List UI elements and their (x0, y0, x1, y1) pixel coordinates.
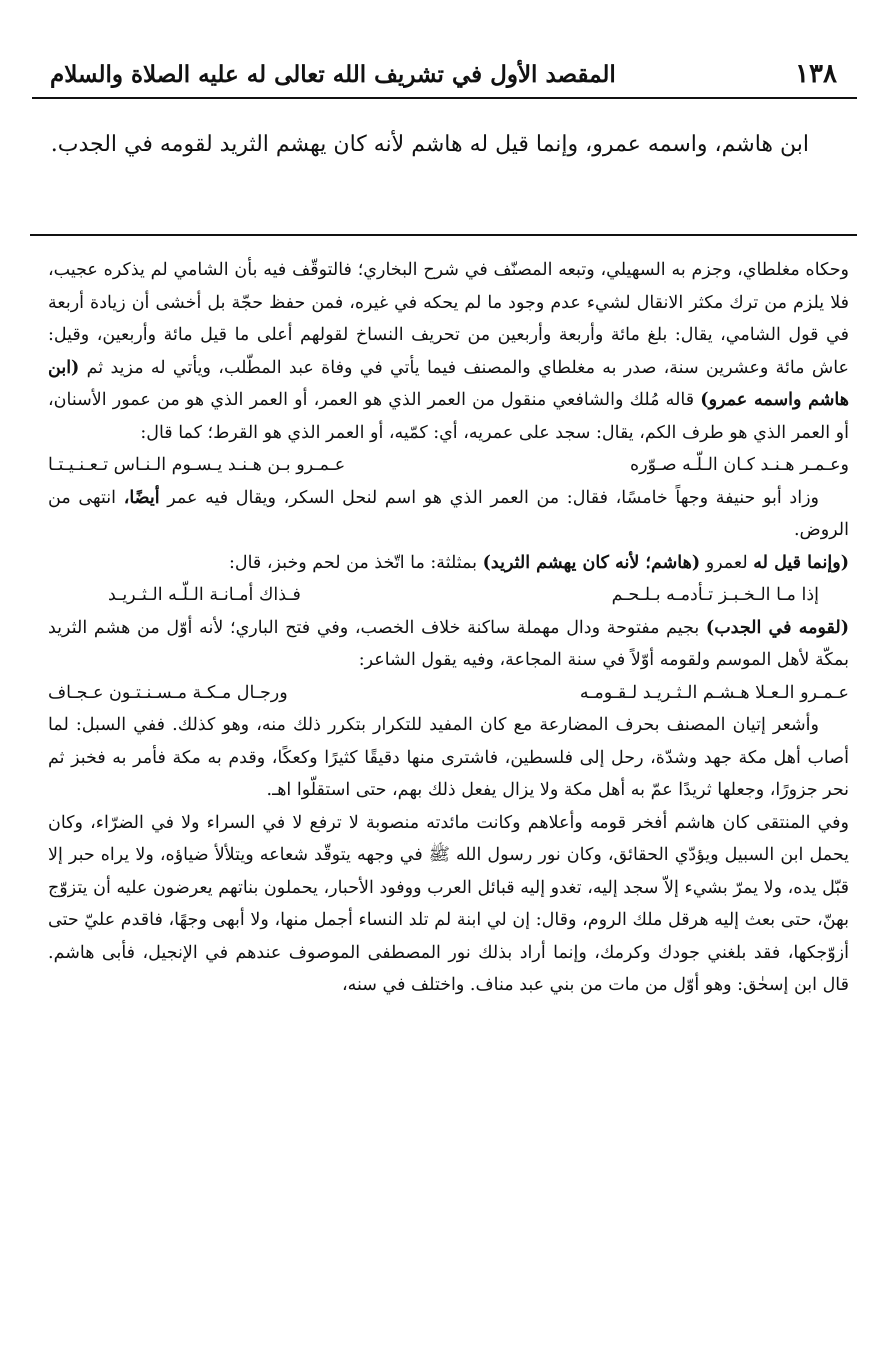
verse-line-3 (48, 677, 849, 710)
verse-hemistich-first: وعـمـر هـنـد كـان الـلّـه صـوّره (629, 455, 849, 475)
running-title: المقصد الأول في تشريف الله تعالى له عليه الصلاة والسلام (50, 60, 616, 88)
quoted-matn: (ابن هاشم واسمه عمرو) (48, 357, 849, 410)
quoted-matn: (وإنما قيل له (753, 552, 849, 573)
page-number: ١٣٨ (795, 59, 837, 89)
quoted-matn: أيضًا، (123, 487, 160, 508)
commentary-text: لعمرو (705, 552, 748, 573)
commentary-paragraph-4 (48, 612, 849, 677)
commentary-paragraph-5: وأشعر إتيان المصنف بحرف المضارعة مع كان المفيد للتكرار بتكرر ذلك منه، وهو كذلك. ففي السبل: لما أصاب أهل مكة جهد وشدّة، رحل إلى فلسطين، فاشترى منها دقيقًا كثيرًا وكعكًا، وقدم به مكة فأمر به فخبز ثم نحر جزورًا، وجعلها ثريدًا عمّ به أهل مكة ولا يزال يفعل ذلك بهم، حتى استقلّوا اهـ. (48, 715, 849, 800)
verse-hemistich-first: عـمـرو الـعـلا هـشـم الـثـريـد لـقـومـه (579, 682, 849, 703)
quoted-matn: (لقومه في الجدب) (705, 617, 849, 638)
verse-line-1 (48, 449, 849, 482)
verse-hemistich-second: عـمـرو بـن هـنـد يـسـوم الـنـاس تـعـنـيـتـا (48, 455, 346, 475)
commentary-text: وزاد أبو حنيفة وجهاً خامسًا، فقال: من العمر الذي هو اسم لنحل السكر، ويقال فيه عمر (167, 487, 819, 508)
commentary-paragraph-1 (48, 254, 849, 449)
commentary-text: وحكاه مغلطاي، وجزم به السهيلي، وتبعه المصنّف في شرح البخاري؛ فالتوقّف فيه بأن الشامي لم يذكره عجيب، فلا يلزم من ترك مكثر الانقال لشيء عدم وجود ما لم يحكه في غيره، فمن حفظ حجّة بل أخشى أن زيادة أربعة في قول الشامي، يقال: بلغ مائة وأربعة وأربعين من تحريف النساخ لقولهم أعلى ما قيل مائة وأربعين، وقيل: عاش مائة وعشرين سنة، صدر به مغلطاي والمصنف فيما يأتي في وفاة عبد المطّلب، ويأتي له مزيد ثم (48, 260, 849, 378)
header-rule (32, 97, 857, 99)
commentary-text: انتهى من الروض. (48, 487, 849, 540)
commentary-paragraph-2 (48, 482, 849, 547)
commentary-text: بجيم مفتوحة ودال مهملة ساكنة خلاف الخصب، وفي فتح الباري؛ لأنه أوّل من هشم الثريد بمكّة لأهل الموسم ولقومه أوّلاً في سنة المجاعة، وفيه يقول الشاعر: (48, 617, 849, 670)
page-header (50, 52, 837, 96)
verse-line-2 (48, 579, 849, 612)
verse-hemistich-second: ورجـال مـكـة مـسـنـتـون عـجـاف (48, 682, 288, 703)
commentary-text: قاله مُلك والشافعي منقول من العمر الذي هو العمر، أو العمر الذي هو من عمور الأسنان، أو العمر الذي هو طرف الكم، يقال: سجد على عمريه، أي: كمّيه، أو العمر الذي هو القرط؛ كما قال: (48, 390, 849, 443)
verse-hemistich-first: إذا مـا الـخـبـز تـأدمـه بـلـحـم (611, 585, 819, 605)
main-text: ابن هاشم، واسمه عمرو، وإنما قيل له هاشم لأنه كان يهشم الثريد لقومه في الجدب. (50, 132, 809, 157)
commentary-block (48, 254, 849, 1002)
commentary-text: بمثلثة: ما اتّخذ من لحم وخبز، قال: (228, 552, 478, 573)
separator-rule (30, 234, 857, 236)
main-text-block (48, 120, 849, 170)
verse-hemistich-second: فـذاك أمـانـة الـلّـه الـثـريـد (108, 585, 301, 605)
quoted-matn: (هاشم؛ لأنه كان يهشم الثريد) (482, 552, 701, 573)
commentary-paragraph-6: وفي المنتقى كان هاشم أفخر قومه وأعلاهم وكانت مائدته منصوبة لا ترفع لا في السراء ولا في الضرّاء، وكان يحمل ابن السبيل ويؤدّي الحقائق، وكان نور رسول الله ﷺ في وجهه يتوقّد شعاعه ويتلألأ ضياؤه، ولا يراه حبر إلا قبّل يده، ولا يمرّ بشيء إلاّ سجد إليه، تغدو إليه قبائل العرب ووفود الأحبار، يحملون بناتهم يعرضون عليه أن يتزوّج بهنّ، حتى بعث إليه هرقل ملك الروم، وقال: إن لي ابنة لم تلد النساء أجمل منها، ولا أبهى وجهًا، فاقدم عليّ حتى أزوّجكها، فقد بلغني جودك وكرمك، وإنما أراد بذلك نور المصطفى الموصوف عندهم في الإنجيل، فأبى هاشم. قال ابن إسحٰق: وهو أوّل من مات من بني عبد مناف. واختلف في سنه، (48, 812, 849, 995)
commentary-paragraph-3 (48, 547, 849, 580)
